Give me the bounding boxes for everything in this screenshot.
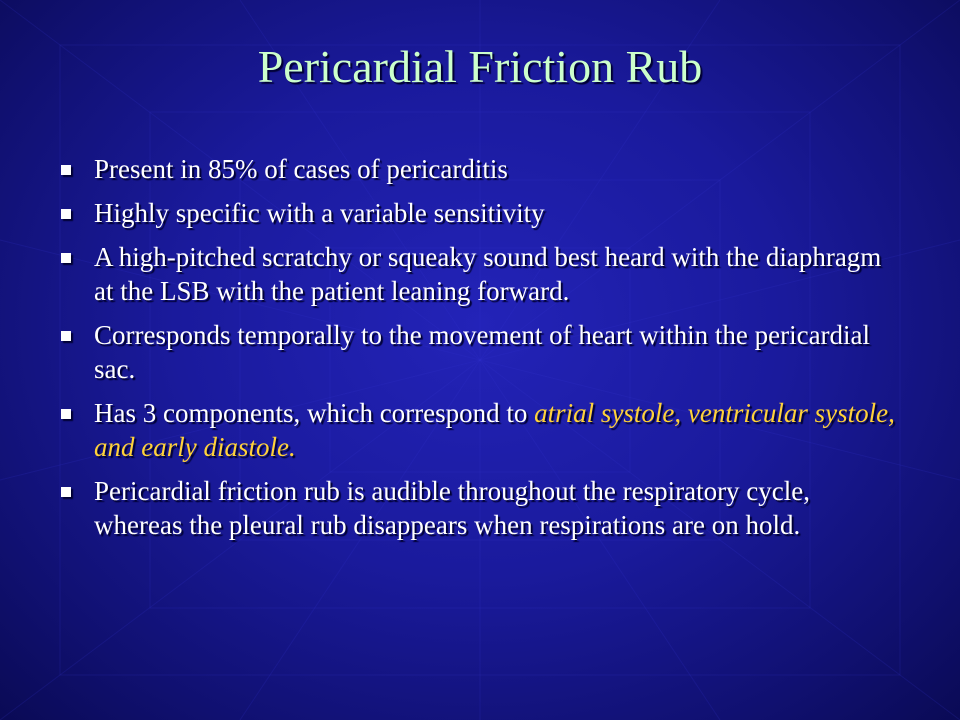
bullet-item xyxy=(58,196,898,230)
square-bullet-icon xyxy=(61,165,71,175)
square-bullet-icon xyxy=(61,487,71,497)
square-bullet-icon xyxy=(61,209,71,219)
bullet-text: A high-pitched scratchy or squeaky sound best heard with the diaphragm at the LSB with the patient leaning forward. xyxy=(94,242,882,306)
slide-title: Pericardial Friction Rub xyxy=(257,41,703,92)
bullet-item xyxy=(58,152,898,186)
bullet-text: Highly specific with a variable sensitivity xyxy=(94,198,545,228)
bullet-text: Pericardial friction rub is audible throughout the respiratory cycle, whereas the pleural rub disappears when respirations are on hold. xyxy=(94,476,811,540)
square-bullet-icon xyxy=(61,253,71,263)
bullet-text: Has 3 components, which correspond to xyxy=(94,398,535,428)
square-bullet-icon xyxy=(61,409,71,419)
bullet-text: Corresponds temporally to the movement of heart within the pericardial sac. xyxy=(94,320,871,384)
highlighted-text: atrial systole, ventricular systole, and early diastole. xyxy=(94,398,895,462)
bullet-text: Present in 85% of cases of pericarditis xyxy=(94,154,508,184)
bullet-item xyxy=(58,240,898,308)
bullet-item xyxy=(58,318,898,386)
bullet-item xyxy=(58,396,898,464)
square-bullet-icon xyxy=(61,331,71,341)
bullet-list xyxy=(58,152,898,552)
bullet-item xyxy=(58,474,898,542)
